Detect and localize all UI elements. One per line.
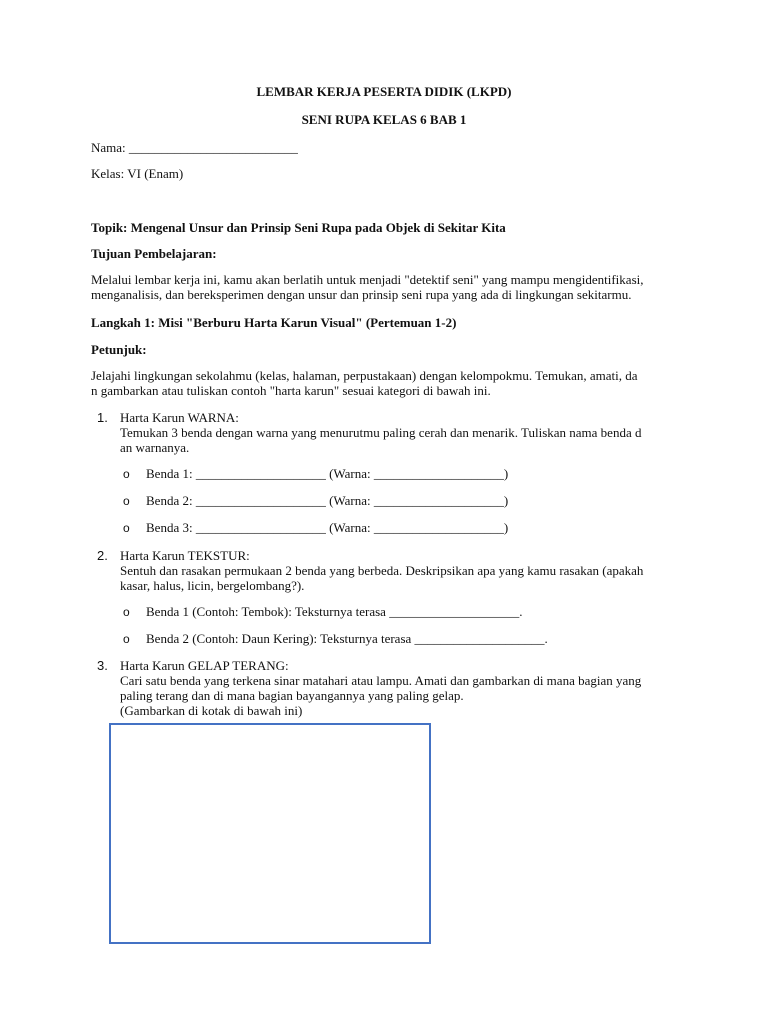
- task-title: Harta Karun TEKSTUR:: [120, 548, 250, 563]
- tekstur-answer-line-2: Benda 2 (Contoh: Daun Kering): Teksturnya terasa ____________________.: [146, 631, 548, 646]
- warna-answer-line-3: Benda 3: ____________________ (Warna: ____________________): [146, 520, 509, 535]
- bullet-icon: o: [123, 632, 130, 646]
- task-desc-line: (Gambarkan di kotak di bawah ini): [120, 703, 303, 718]
- task-number: 3.: [97, 658, 108, 673]
- task-desc-line: Temukan 3 benda dengan warna yang menurutmu paling cerah dan menarik. Tuliskan nama benda d: [120, 425, 642, 440]
- document-title: LEMBAR KERJA PESERTA DIDIK (LKPD): [256, 84, 512, 99]
- task-desc-line: Sentuh dan rasakan permukaan 2 benda yang berbeda. Deskripsikan apa yang kamu rasakan (apakah: [120, 563, 644, 578]
- task-desc-line: an warnanya.: [120, 440, 190, 455]
- goal-heading: Tujuan Pembelajaran:: [91, 246, 217, 261]
- warna-answer-line-1: Benda 1: ____________________ (Warna: ____________________): [146, 466, 509, 481]
- task-title: Harta Karun GELAP TERANG:: [120, 658, 289, 673]
- goal-text-line: Melalui lembar kerja ini, kamu akan berlatih untuk menjadi "detektif seni" yang mampu mengidentifikasi,: [91, 272, 644, 287]
- bullet-icon: o: [123, 494, 130, 508]
- drawing-box[interactable]: [109, 723, 431, 944]
- class-line: Kelas: VI (Enam): [91, 166, 184, 181]
- task-desc-line: Cari satu benda yang terkena sinar matahari atau lampu. Amati dan gambarkan di mana bagian yang: [120, 673, 642, 688]
- task-gelap-terang: [120, 658, 680, 718]
- task-desc-line: kasar, halus, licin, bergelombang?).: [120, 578, 305, 593]
- instructions-text: [91, 368, 681, 398]
- document-subtitle: SENI RUPA KELAS 6 BAB 1: [301, 112, 467, 127]
- task-warna: [120, 410, 680, 455]
- task-number: 2.: [97, 548, 108, 563]
- tekstur-answer-line-1: Benda 1 (Contoh: Tembok): Teksturnya terasa ____________________.: [146, 604, 523, 619]
- task-desc-line: paling terang dan di mana bagian bayangannya yang paling gelap.: [120, 688, 464, 703]
- goal-text-line: menganalisis, dan bereksperimen dengan unsur dan prinsip seni rupa yang ada di lingkungan sekitarmu.: [91, 287, 632, 302]
- bullet-icon: o: [123, 467, 130, 481]
- instructions-line: Jelajahi lingkungan sekolahmu (kelas, halaman, perpustakaan) dengan kelompokmu. Temukan, amati, da: [91, 368, 638, 383]
- step1-heading: Langkah 1: Misi "Berburu Harta Karun Visual" (Pertemuan 1-2): [91, 315, 457, 330]
- name-field-line: Nama: __________________________: [91, 140, 298, 155]
- topic-line: Topik: Mengenal Unsur dan Prinsip Seni Rupa pada Objek di Sekitar Kita: [91, 220, 506, 235]
- instructions-line: n gambarkan atau tuliskan contoh "harta karun" sesuai kategori di bawah ini.: [91, 383, 491, 398]
- task-number: 1.: [97, 410, 108, 425]
- goal-text: [91, 272, 681, 302]
- task-tekstur: [120, 548, 680, 593]
- task-title: Harta Karun WARNA:: [120, 410, 239, 425]
- warna-answer-line-2: Benda 2: ____________________ (Warna: ____________________): [146, 493, 509, 508]
- bullet-icon: o: [123, 605, 130, 619]
- bullet-icon: o: [123, 521, 130, 535]
- instructions-heading: Petunjuk:: [91, 342, 147, 357]
